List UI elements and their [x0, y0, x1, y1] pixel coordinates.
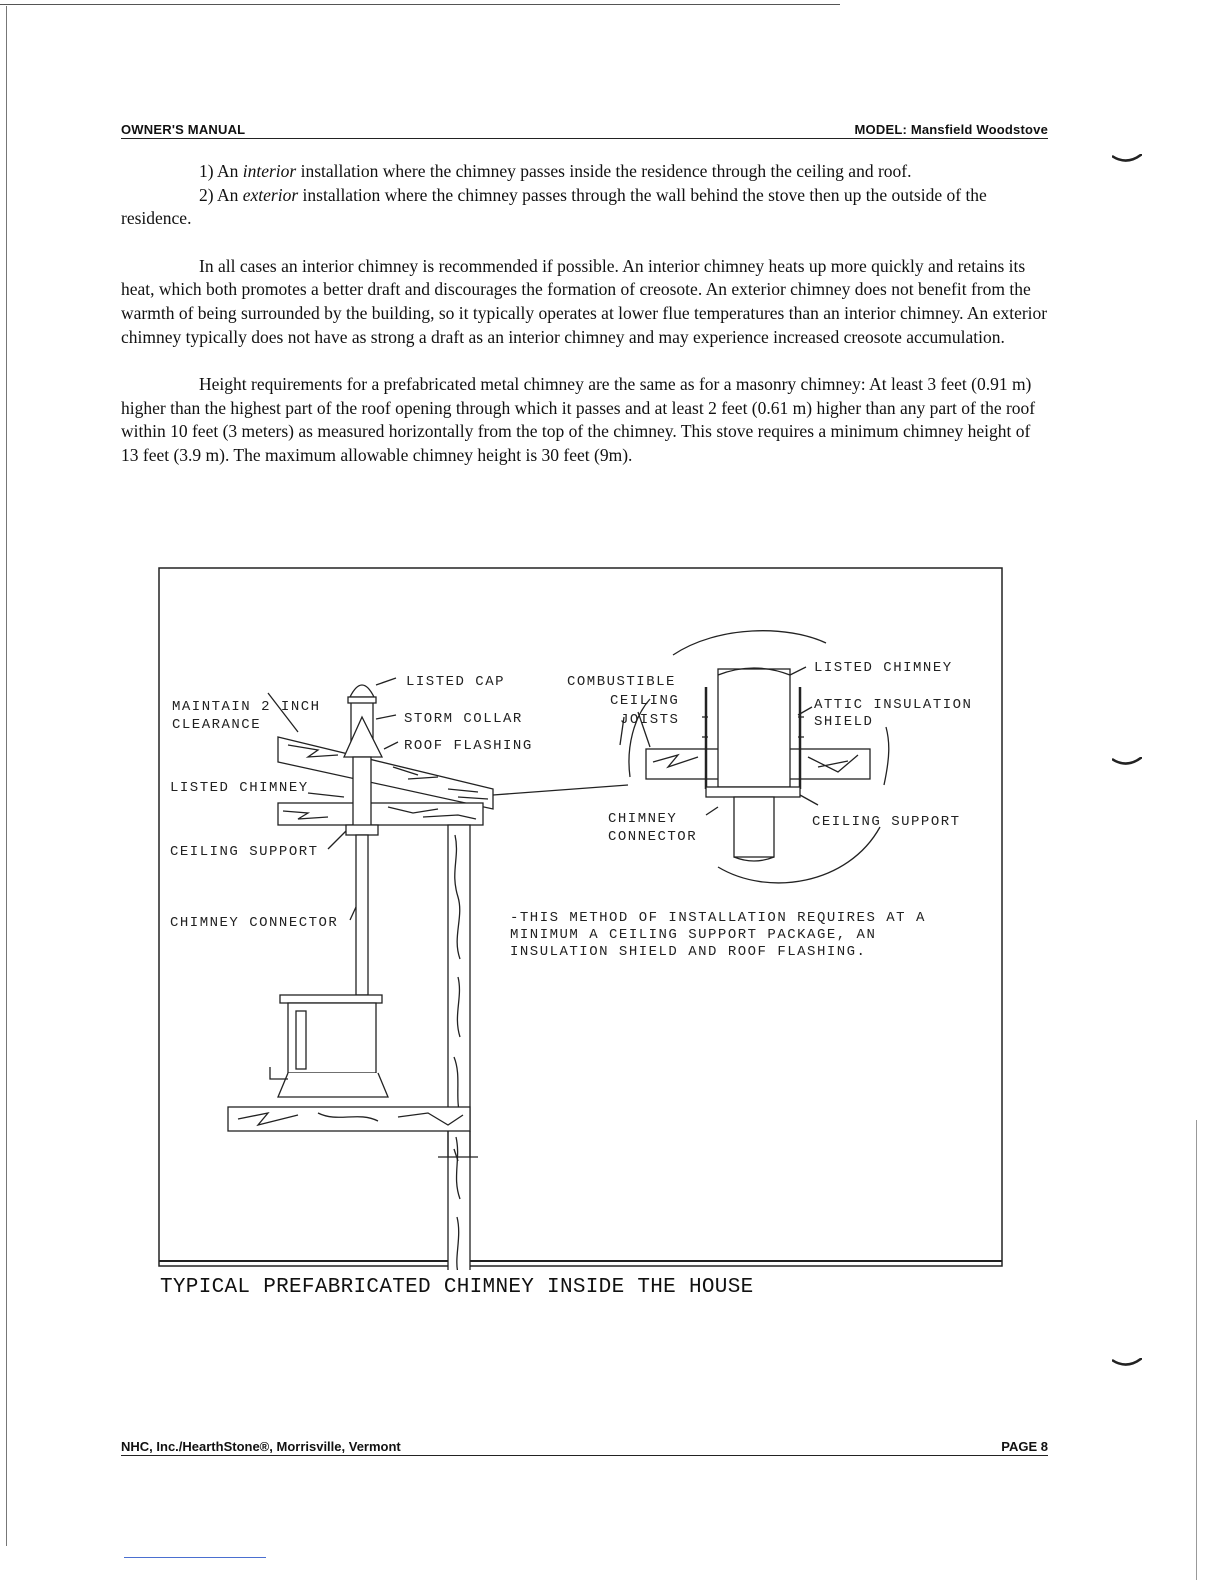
- note-line-1: -THIS METHOD OF INSTALLATION REQUIRES AT A: [510, 910, 926, 926]
- stove-body: [288, 1003, 376, 1073]
- chimney-connector-pipe: [356, 835, 368, 995]
- roof-flashing: [344, 717, 382, 757]
- label-maintain-clearance: MAINTAIN 2 INCH: [172, 699, 321, 715]
- label-ceiling: CEILING: [610, 693, 680, 709]
- margin-binding-mark: [1112, 154, 1142, 166]
- listed-chimney-pipe: [353, 757, 371, 827]
- label-chimney-connector: CHIMNEY CONNECTOR: [170, 915, 339, 931]
- exterior-wall: [448, 825, 470, 1270]
- callout-line: [493, 785, 628, 795]
- ceiling-joist: [278, 803, 483, 825]
- note-line-2: MINIMUM A CEILING SUPPORT PACKAGE, AN: [510, 927, 877, 943]
- item-exterior: 2) An exterior installation where the chimney passes through the wall behind the stove then up the outside of the residence.: [121, 184, 987, 229]
- label-combustible: COMBUSTIBLE: [567, 674, 676, 690]
- leader-support: [328, 831, 346, 849]
- label-attic-insulation: ATTIC INSULATION: [814, 697, 973, 713]
- stove-top: [280, 995, 382, 1003]
- leader-detail-support: [800, 795, 818, 805]
- header-model: MODEL: Mansfield Woodstove: [854, 122, 1048, 137]
- margin-binding-mark: [1112, 1358, 1142, 1370]
- detail-arc-right: [884, 727, 889, 785]
- label-joists: JOISTS: [620, 712, 680, 728]
- leader-detail-connector: [706, 807, 718, 815]
- paragraph-height-requirements: Height requirements for a prefabricated metal chimney are the same as for a masonry chimney: At least 3 feet (0.91 m) higher than the highest part of the roof opening through which it passes and at least 2 feet (0.61 m) higher than any part of the roof within 10 feet (3 meters) as measured horizontally from the top of the chimney. This stove requires a minimum chimney height of 13 feet (3.9 m). The maximum allowable chimney height is 30 feet (9m).: [121, 374, 1036, 465]
- label-detail-connector: CONNECTOR: [608, 829, 698, 845]
- footer-rule: [121, 1455, 1048, 1456]
- body-text: [121, 160, 1048, 492]
- detail-arc-top: [673, 631, 826, 655]
- detail-listed-chimney: [718, 669, 790, 787]
- label-shield: SHIELD: [814, 714, 874, 730]
- chimney-installation-figure: [158, 567, 1005, 1270]
- header-manual-title: OWNER'S MANUAL: [121, 122, 246, 137]
- stove-ash-lip: [270, 1067, 288, 1079]
- label-detail-ceiling-support: CEILING SUPPORT: [812, 814, 961, 830]
- figure-caption: TYPICAL PREFABRICATED CHIMNEY INSIDE THE HOUSE: [160, 1276, 754, 1299]
- paragraph-interior-recommended: In all cases an interior chimney is recommended if possible. An interior chimney heats up more quickly and retains its heat, which both promotes a better draft and discourages the formation of creosote. An exterior chimney does not benefit from the warmth of being surrounded by the building, so it typically operates at lower flue temperatures than an interior chimney. An exterior chimney typically does not have as strong a draft as an interior chimney and may experience increased creosote accumulation.: [121, 255, 1048, 347]
- note-line-3: INSULATION SHIELD AND ROOF FLASHING.: [510, 944, 867, 960]
- ceiling-support-plate: [346, 825, 378, 835]
- leader-collar: [376, 715, 396, 719]
- leader-cap: [376, 678, 396, 685]
- scan-edge-left: [6, 6, 7, 1546]
- label-storm-collar: STORM COLLAR: [404, 711, 523, 727]
- floor-joist: [228, 1107, 470, 1131]
- stove-base: [278, 1073, 388, 1097]
- detail-ceiling-support: [706, 787, 800, 797]
- label-roof-flashing: ROOF FLASHING: [404, 738, 533, 754]
- label-listed-cap: LISTED CAP: [406, 674, 506, 690]
- label-listed-chimney: LISTED CHIMNEY: [170, 780, 309, 796]
- header-rule: [121, 138, 1048, 139]
- label-clearance: CLEARANCE: [172, 717, 262, 733]
- detail-chimney-connector: [734, 797, 774, 857]
- label-ceiling-support: CEILING SUPPORT: [170, 844, 319, 860]
- footer-page-number: PAGE 8: [1001, 1439, 1048, 1454]
- footer-company: NHC, Inc./HearthStone®, Morrisville, Vermont: [121, 1439, 401, 1454]
- leader-chimney: [308, 793, 344, 797]
- item-interior: 1) An interior installation where the chimney passes inside the residence through the ceiling and roof.: [199, 161, 912, 181]
- listed-cap: [350, 685, 374, 697]
- scan-edge-top: [0, 4, 840, 5]
- scan-edge-right: [1196, 1120, 1197, 1580]
- label-detail-chimney: CHIMNEY: [608, 811, 678, 827]
- margin-binding-mark: [1112, 757, 1142, 769]
- leader-flashing: [384, 742, 398, 749]
- scan-blue-line: [124, 1557, 266, 1558]
- label-detail-listed-chimney: LISTED CHIMNEY: [814, 660, 953, 676]
- leader-connector: [350, 907, 356, 920]
- leader-detail-chimney: [790, 667, 806, 675]
